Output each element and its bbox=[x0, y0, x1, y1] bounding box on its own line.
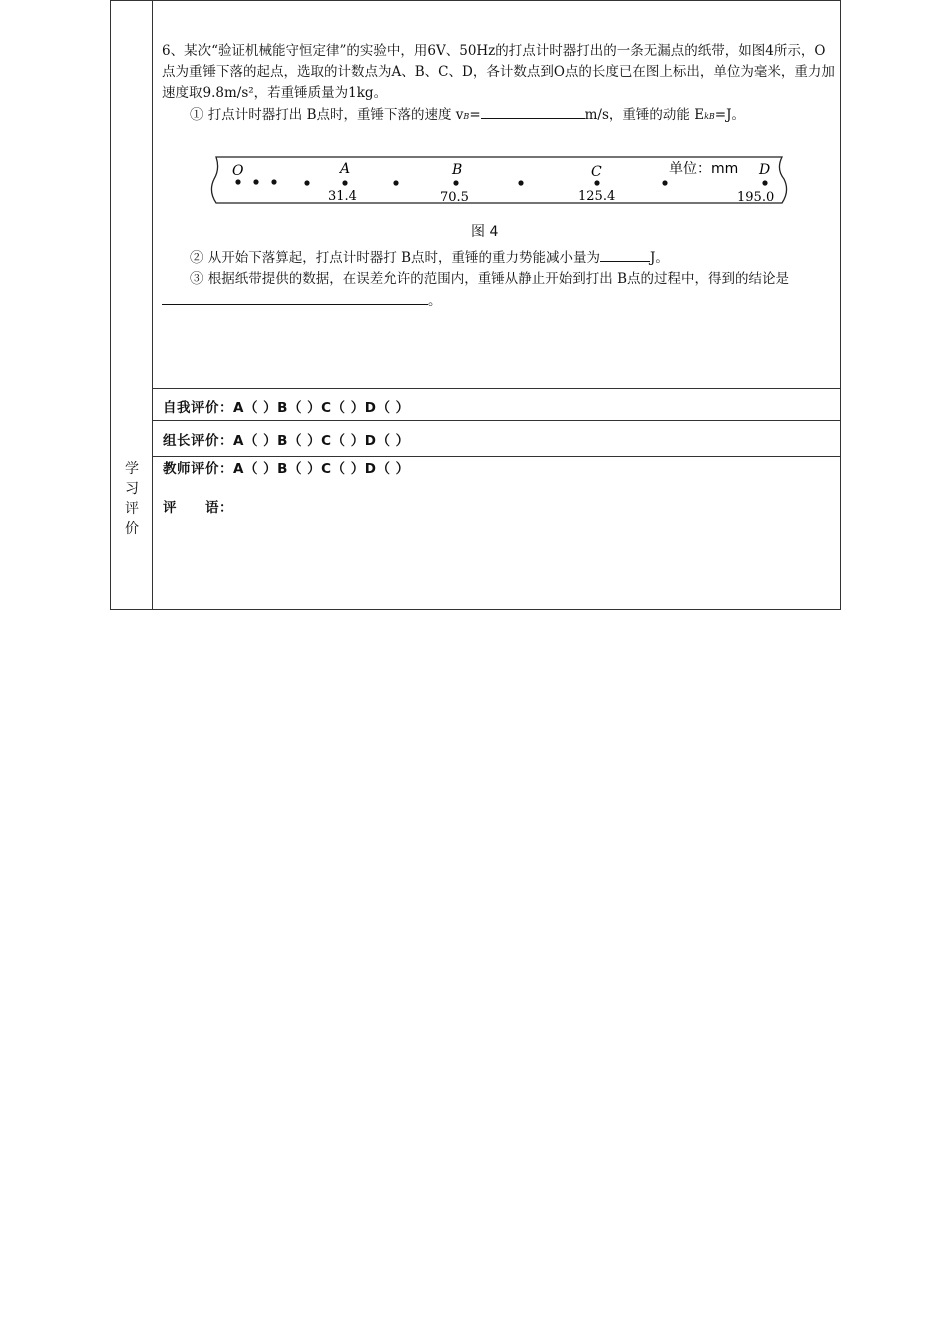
tape-dot bbox=[453, 180, 458, 185]
paper-tape-figure bbox=[204, 151, 794, 209]
tape-dot bbox=[762, 180, 767, 185]
worksheet-table bbox=[110, 0, 841, 610]
tape-dot bbox=[271, 179, 276, 184]
label-c: C bbox=[591, 164, 602, 180]
tape-dot bbox=[304, 180, 309, 185]
answer-blank-velocity[interactable] bbox=[481, 104, 585, 119]
comment-label: 评 语： bbox=[163, 500, 233, 516]
column-divider bbox=[152, 1, 153, 609]
question-text bbox=[162, 41, 836, 127]
label-b: B bbox=[452, 162, 463, 178]
distance-label: 70.5 bbox=[440, 190, 469, 205]
tape-dot bbox=[594, 180, 599, 185]
question-part-1: ① 打点计时器打出 B点时，重锤下落的速度 vB= m/s，重锤的动能 EkB=J。 bbox=[162, 104, 836, 127]
tape-dot bbox=[253, 179, 258, 184]
distance-label: 31.4 bbox=[328, 189, 357, 204]
tape-dot bbox=[235, 179, 240, 184]
self-evaluation[interactable]: 自我评价：A（ ）B（ ）C（ ）D（ ） bbox=[163, 400, 410, 416]
tape-dot bbox=[342, 180, 347, 185]
label-a: A bbox=[340, 161, 351, 177]
tape-dot bbox=[393, 180, 398, 185]
tape-dot bbox=[518, 180, 523, 185]
distance-label: 195.0 bbox=[737, 190, 775, 205]
row-divider bbox=[152, 420, 840, 421]
answer-blank-conclusion[interactable] bbox=[162, 290, 428, 305]
tape-dot bbox=[662, 180, 667, 185]
question-part-2: ② 从开始下落算起，打点计时器打 B点时，重锤的重力势能减小量为 J。 bbox=[162, 247, 836, 269]
leader-evaluation[interactable]: 组长评价：A（ ）B（ ）C（ ）D（ ） bbox=[163, 433, 410, 449]
teacher-evaluation[interactable]: 教师评价：A（ ）B（ ）C（ ）D（ ） bbox=[163, 461, 410, 477]
section-label-learning-evaluation: 学 习 评 价 bbox=[125, 461, 139, 537]
answer-blank-potential-energy[interactable] bbox=[600, 247, 650, 262]
figure-caption: 图 4 bbox=[471, 224, 499, 240]
question-stem: 6、某次“验证机械能守恒定律”的实验中，用6V、50Hz的打点计时器打出的一条无漏点的纸带，如图4所示，O点为重锤下落的起点，选取的计数点为A、B、C、D，各计数点到O点的长度已在图上标出，单位为毫米，重力加速度取9.8m/s²，若重锤质量为1kg。 bbox=[162, 43, 835, 101]
question-part-3: ③ 根据纸带提供的数据，在误差允许的范围内，重锤从静止开始到打出 B点的过程中，得到的结论是 。 bbox=[162, 269, 836, 312]
label-d: D bbox=[759, 162, 771, 178]
row-divider bbox=[152, 388, 840, 389]
question-text-continued bbox=[162, 247, 836, 312]
label-o: O bbox=[232, 163, 244, 179]
unit-label: 单位：mm bbox=[669, 161, 739, 177]
distance-label: 125.4 bbox=[578, 189, 616, 204]
